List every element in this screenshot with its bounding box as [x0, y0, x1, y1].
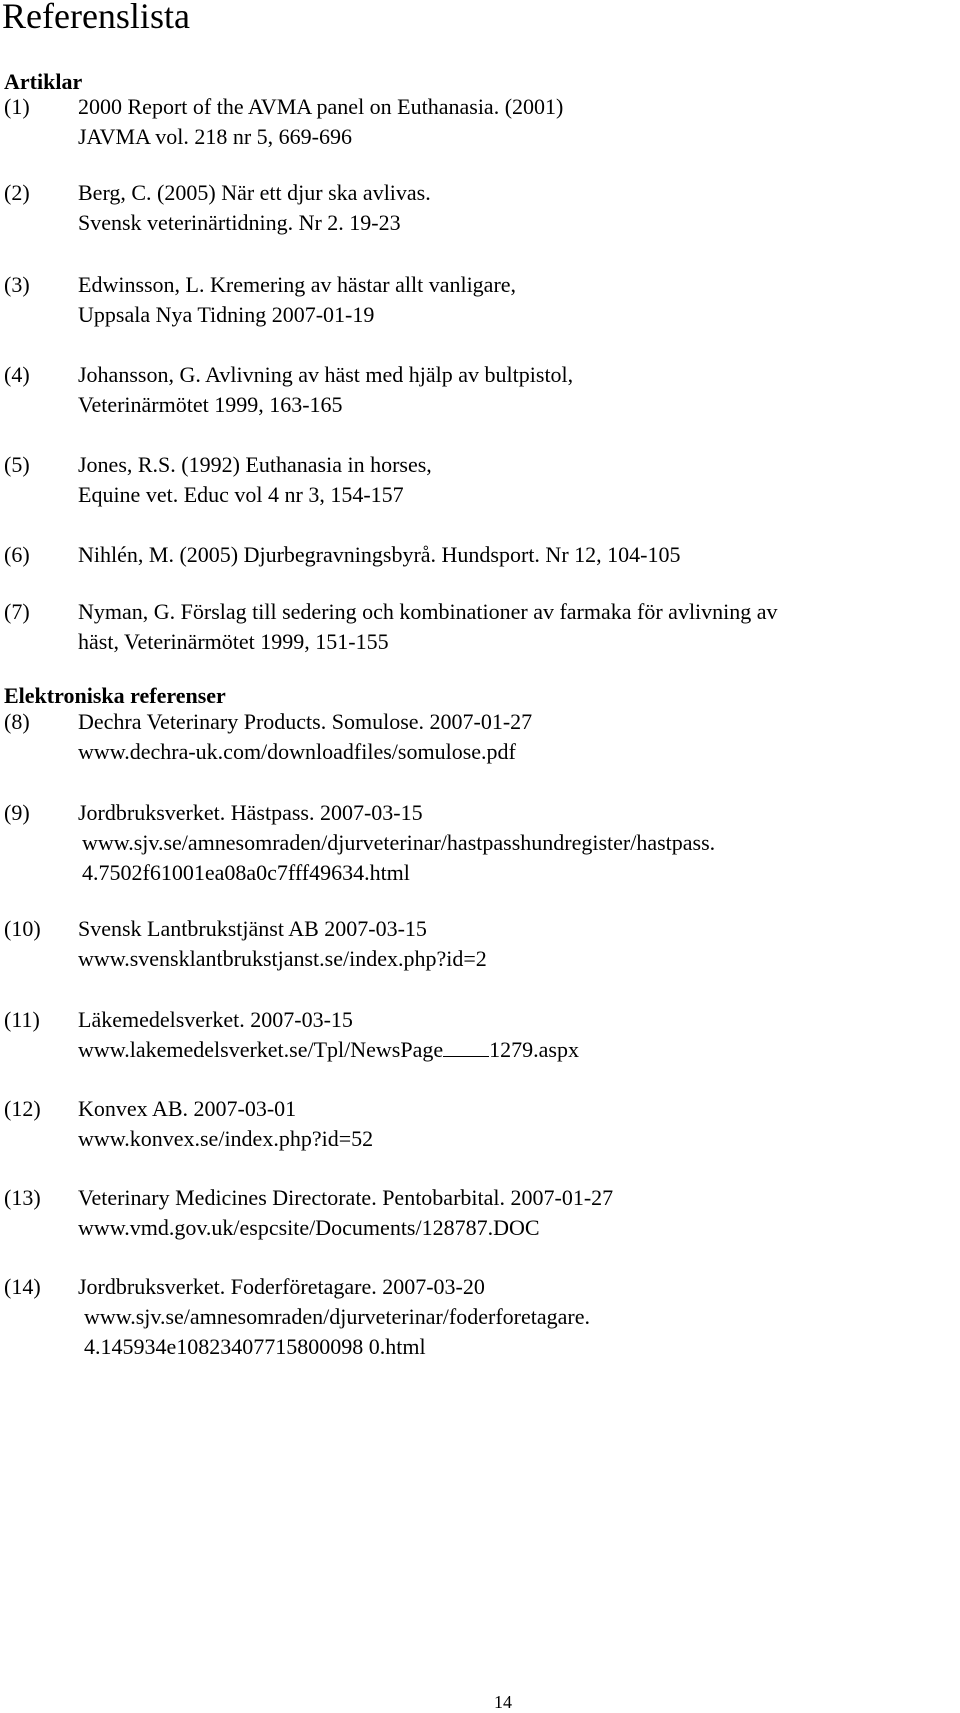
- reference-line: Nihlén, M. (2005) Djurbegravningsbyrå. Hundsport. Nr 12, 104-105: [78, 542, 681, 567]
- reference-url: 4.7502f61001ea08a0c7fff49634.html: [82, 860, 410, 885]
- url-part: www.lakemedelsverket.se/Tpl/NewsPage: [78, 1037, 444, 1062]
- reference-line: Berg, C. (2005) När ett djur ska avlivas.: [78, 180, 431, 205]
- reference-number: (8): [4, 709, 30, 734]
- reference-number: (3): [4, 272, 30, 297]
- reference-number: (12): [4, 1096, 41, 1121]
- reference-line: Veterinärmötet 1999, 163-165: [78, 392, 343, 417]
- reference-line: 2000 Report of the AVMA panel on Euthanasia. (2001): [78, 94, 564, 119]
- reference-url: www.sjv.se/amnesomraden/djurveterinar/foderforetagare.: [84, 1304, 590, 1329]
- reference-line: Konvex AB. 2007-03-01: [78, 1096, 297, 1121]
- reference-number: (4): [4, 362, 30, 387]
- reference-number: (6): [4, 542, 30, 567]
- reference-number: (11): [4, 1007, 40, 1032]
- reference-line: Jordbruksverket. Hästpass. 2007-03-15: [78, 800, 423, 825]
- reference-line: Edwinsson, L. Kremering av hästar allt vanligare,: [78, 272, 517, 297]
- reference-number: (1): [4, 94, 30, 119]
- reference-url: www.svensklantbrukstjanst.se/index.php?id=2: [78, 946, 487, 971]
- reference-number: (13): [4, 1185, 41, 1210]
- reference-line: Dechra Veterinary Products. Somulose. 2007-01-27: [78, 709, 533, 734]
- page-number: 14: [494, 1692, 512, 1712]
- reference-line: Uppsala Nya Tidning 2007-01-19: [78, 302, 375, 327]
- reference-number: (9): [4, 800, 30, 825]
- section-heading-elektroniska-referenser: Elektroniska referenser: [4, 683, 226, 708]
- url-gap-underline: [443, 1038, 489, 1057]
- reference-number: (14): [4, 1274, 41, 1299]
- reference-line: Svensk veterinärtidning. Nr 2. 19-23: [78, 210, 401, 235]
- section-heading-artiklar: Artiklar: [4, 69, 83, 94]
- reference-line: Veterinary Medicines Directorate. Pentobarbital. 2007-01-27: [78, 1185, 614, 1210]
- reference-line: Johansson, G. Avlivning av häst med hjälp av bultpistol,: [78, 362, 574, 387]
- reference-line: Nyman, G. Förslag till sedering och kombinationer av farmaka för avlivning av: [78, 599, 778, 624]
- url-part: 1279.aspx: [489, 1037, 579, 1062]
- reference-line: Jordbruksverket. Foderföretagare. 2007-03-20: [78, 1274, 485, 1299]
- reference-url: [78, 1035, 579, 1065]
- reference-url: www.dechra-uk.com/downloadfiles/somulose.pdf: [78, 739, 516, 764]
- reference-line: Svensk Lantbrukstjänst AB 2007-03-15: [78, 916, 427, 941]
- reference-line: Equine vet. Educ vol 4 nr 3, 154-157: [78, 482, 404, 507]
- reference-url: www.vmd.gov.uk/espcsite/Documents/128787.DOC: [78, 1215, 540, 1240]
- reference-line: Läkemedelsverket. 2007-03-15: [78, 1007, 353, 1032]
- reference-url: www.konvex.se/index.php?id=52: [78, 1126, 374, 1151]
- reference-line: JAVMA vol. 218 nr 5, 669-696: [78, 124, 353, 149]
- reference-number: (5): [4, 452, 30, 477]
- reference-number: (2): [4, 180, 30, 205]
- page-title: Referenslista: [2, 0, 190, 36]
- reference-line: Jones, R.S. (1992) Euthanasia in horses,: [78, 452, 432, 477]
- reference-number: (10): [4, 916, 41, 941]
- reference-number: (7): [4, 599, 30, 624]
- reference-line: häst, Veterinärmötet 1999, 151-155: [78, 629, 389, 654]
- reference-url: www.sjv.se/amnesomraden/djurveterinar/hastpasshundregister/hastpass.: [82, 830, 716, 855]
- reference-url: 4.145934e10823407715800098 0.html: [84, 1334, 426, 1359]
